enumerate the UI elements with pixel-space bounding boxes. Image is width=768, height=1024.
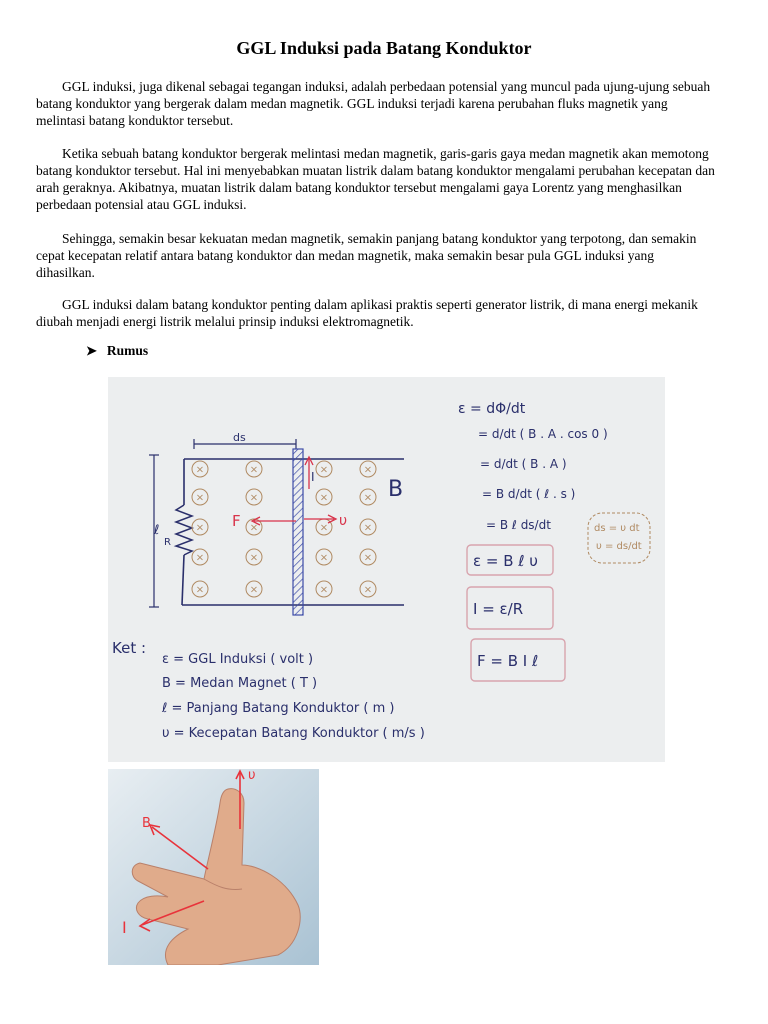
hand-rule-figure: [108, 769, 319, 965]
field-marker-cross: ×: [195, 492, 205, 504]
bullet-label: Rumus: [106, 343, 149, 358]
field-marker-cross: ×: [363, 492, 373, 504]
hand-i-label: I: [122, 918, 127, 937]
resistor-symbol: [164, 505, 192, 555]
side-note-line-1: ds = υ dt: [594, 523, 640, 534]
boxed-formulas: [467, 545, 565, 681]
side-note-line-2: υ = ds/dt: [596, 541, 642, 552]
paragraph-1: GGL induksi, juga dikenal sebagai tegangan induksi, adalah perbedaan potensial yang muncul pada ujung-ujung sebuah batang konduktor yang bergerak dalam medan magnetik. GGL induksi terjadi karena perubahan fluks magnetik yang melintasi batang konduktor tersebut.: [36, 79, 711, 128]
legend-item-1: ε = GGL Induksi ( volt ): [162, 652, 314, 667]
field-marker-cross: ×: [319, 552, 329, 564]
length-label: ℓ: [154, 523, 160, 538]
field-marker-cross: ×: [249, 552, 259, 564]
field-marker-cross: ×: [195, 584, 205, 596]
side-note: [588, 513, 650, 563]
field-marker-cross: ×: [319, 522, 329, 534]
field-marker-cross: ×: [195, 522, 205, 534]
sketch-figure: [108, 377, 665, 762]
current-arrow: [305, 457, 315, 489]
hand-svg: [108, 769, 319, 965]
sketch-svg: [108, 377, 665, 762]
field-marker-cross: ×: [249, 522, 259, 534]
velocity-label: υ: [339, 513, 348, 529]
field-marker-cross: ×: [195, 464, 205, 476]
field-marker-cross: ×: [363, 522, 373, 534]
length-dimension: [149, 455, 159, 607]
field-label: B: [388, 477, 404, 502]
field-marker-cross: ×: [319, 584, 329, 596]
field-marker-cross: ×: [249, 492, 259, 504]
formula-line-1: ε = dΦ/dt: [458, 401, 526, 417]
legend: [112, 639, 425, 741]
boxed-formula-1: ε = B ℓ υ: [473, 552, 538, 570]
field-marker-cross: ×: [249, 464, 259, 476]
field-marker-cross: ×: [363, 584, 373, 596]
paragraph-4: GGL induksi dalam batang konduktor penting dalam aplikasi praktis seperti generator listrik, di mana energi mekanik diubah menjadi energi listrik melalui prinsip induksi elektromagnetik.: [36, 297, 698, 329]
resistor-label: R: [164, 537, 171, 548]
field-marker-cross: ×: [249, 584, 259, 596]
field-marker-cross: ×: [363, 464, 373, 476]
legend-item-4: υ = Kecepatan Batang Konduktor ( m/s ): [162, 726, 425, 741]
arrowhead-bullet-icon: ➤: [86, 343, 97, 358]
field-marker-cross: ×: [363, 552, 373, 564]
paragraph-3: Sehingga, semakin besar kekuatan medan magnetik, semakin panjang batang konduktor yang terpotong, dan semakin cepat kecepatan relatif antara batang konduktor dan medan magnetik, maka semakin besar pula GGL induksi yang dihasilkan.: [36, 231, 697, 280]
boxed-formula-3: F = B I ℓ: [477, 652, 539, 670]
hand-v-label: υ: [248, 769, 256, 783]
force-label: F: [232, 512, 241, 530]
formula-line-3: = d/dt ( B . A ): [480, 457, 567, 471]
field-marker-cross: ×: [319, 492, 329, 504]
document-title: GGL Induksi pada Batang Konduktor: [236, 38, 532, 58]
hand-b-label: B: [142, 816, 151, 831]
legend-item-2: B = Medan Magnet ( T ): [162, 676, 318, 691]
force-arrow: [232, 512, 296, 530]
sliding-bar: [293, 449, 303, 615]
formula-line-5: = B ℓ ds/dt: [486, 518, 551, 532]
paragraph-2: Ketika sebuah batang konduktor bergerak melintasi medan magnetik, garis-garis gaya medan magnetik akan memotong batang konduktor tersebut. Hal ini menyebabkan muatan listrik dalam batang konduktor mengalami perubahan kecepatan dan arah geraknya. Akibatnya, muatan listrik dalam batang konduktor tersebut mengalami gaya Lorentz yang menghasilkan perbedaan potensial atau GGL induksi.: [36, 146, 715, 212]
field-marker-cross: ×: [319, 464, 329, 476]
magnetic-field-markers: [192, 461, 376, 597]
ds-label: ds: [233, 431, 246, 444]
legend-title: Ket :: [112, 639, 147, 657]
legend-item-3: ℓ = Panjang Batang Konduktor ( m ): [162, 701, 395, 716]
boxed-formula-2: I = ε/R: [473, 600, 524, 618]
formula-line-4: = B d/dt ( ℓ . s ): [482, 487, 576, 501]
ds-dimension: [194, 431, 296, 449]
rumus-bullet: [86, 343, 148, 359]
formula-derivation: [458, 401, 608, 532]
formula-line-2: = d/dt ( B . A . cos 0 ): [478, 427, 608, 441]
current-label: I: [311, 470, 315, 484]
field-marker-cross: ×: [195, 552, 205, 564]
